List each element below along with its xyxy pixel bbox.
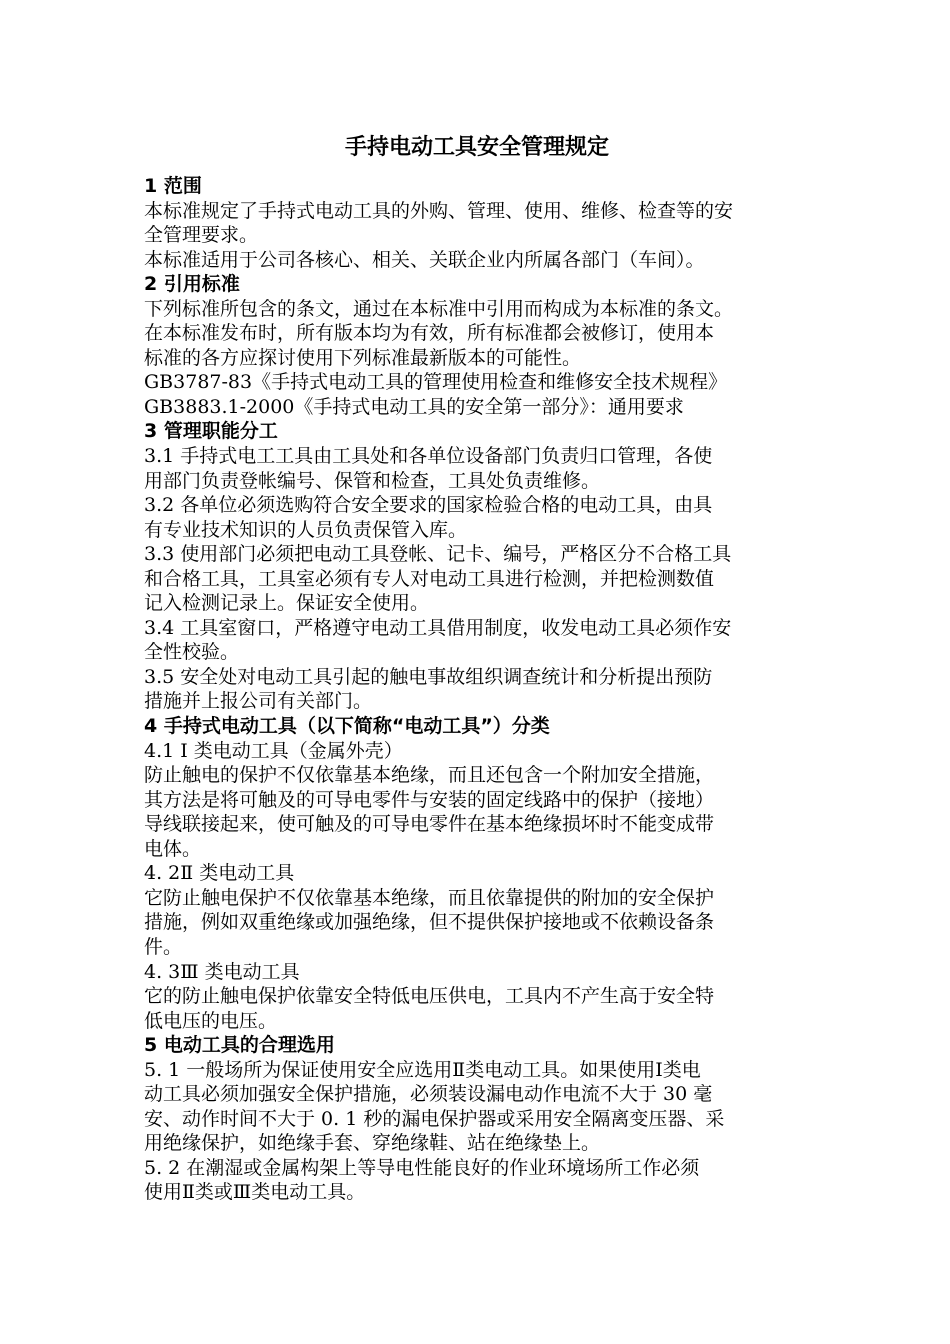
text-line: 在本标准发布时，所有版本均为有效，所有标准都会被修订，使用本 — [144, 322, 715, 345]
text-line: 3.2 各单位必须选购符合安全要求的国家检验合格的电动工具，由具 — [144, 494, 713, 517]
text-line: 用部门负责登帐编号、保管和检查，工具处负责维修。 — [144, 469, 601, 492]
text-line: GB3787-83《手持式电动工具的管理使用检查和维修安全技术规程》 — [144, 371, 728, 394]
text-line: 使用Ⅱ类或Ⅲ类电动工具。 — [144, 1181, 366, 1204]
text-line: 安、动作时间不大于 0. 1 秒的漏电保护器或采用安全隔离变压器、采 — [144, 1107, 725, 1130]
section-heading: 4 手持式电动工具（以下简称“电动工具”）分类 — [144, 715, 550, 738]
text-line: 3.5 安全处对电动工具引起的触电事故组织调查统计和分析提出预防 — [144, 665, 713, 688]
text-line: 电体。 — [144, 837, 202, 860]
text-line: 本标准适用于公司各核心、相关、关联企业内所属各部门（车间）。 — [144, 248, 705, 271]
text-line: 用绝缘保护，如绝缘手套、穿绝缘鞋、站在绝缘垫上。 — [144, 1132, 601, 1155]
text-line: 3.4 工具室窗口，严格遵守电动工具借用制度，收发电动工具必须作安 — [144, 616, 732, 639]
text-line: 5. 2 在潮湿或金属构架上等导电性能良好的作业环境场所工作必须 — [144, 1156, 700, 1179]
text-line: 4.1 Ⅰ 类电动工具（金属外壳） — [144, 739, 403, 762]
text-line: 措施并上报公司有关部门。 — [144, 690, 373, 713]
text-line: 其方法是将可触及的可导电零件与安装的固定线路中的保护（接地） — [144, 788, 715, 811]
text-line: 导线联接起来，使可触及的可导电零件在基本绝缘损坏时不能变成带 — [144, 813, 715, 836]
text-line: 有专业技术知识的人员负责保管入库。 — [144, 518, 468, 541]
text-line: 它的防止触电保护依靠安全特低电压供电，工具内不产生高于安全特 — [144, 985, 715, 1008]
text-line: 防止触电的保护不仅依靠基本绝缘，而且还包含一个附加安全措施， — [144, 764, 715, 787]
text-line: 3.3 使用部门必须把电动工具登帐、记卡、编号，严格区分不合格工具 — [144, 543, 732, 566]
text-line: 动工具必须加强安全保护措施，必须装设漏电动作电流不大于 30 毫 — [144, 1083, 713, 1106]
text-line: 措施，例如双重绝缘或加强绝缘，但不提供保护接地或不依赖设备条 — [144, 911, 715, 934]
text-line: 件。 — [144, 935, 183, 958]
section-heading: 1 范围 — [144, 175, 202, 197]
text-line: 5. 1 一般场所为保证使用安全应选用Ⅱ类电动工具。如果使用Ⅰ类电 — [144, 1058, 701, 1081]
text-line: 下列标准所包含的条文，通过在本标准中引用而构成为本标准的条文。 — [144, 297, 734, 320]
text-line: 本标准规定了手持式电动工具的外购、管理、使用、维修、检查等的安 — [144, 199, 734, 222]
text-line: 记入检测记录上。保证安全使用。 — [144, 592, 430, 615]
text-line: GB3883.1-2000《手持式电动工具的安全第一部分》：通用要求 — [144, 395, 684, 418]
section-heading: 5 电动工具的合理选用 — [144, 1034, 335, 1057]
section-heading: 2 引用标准 — [144, 273, 240, 296]
text-line: 标准的各方应探讨使用下列标准最新版本的可能性。 — [144, 346, 582, 369]
section-heading: 3 管理职能分工 — [144, 420, 278, 443]
text-line: 全管理要求。 — [144, 224, 259, 247]
document-page — [144, 130, 810, 1205]
text-line: 低电压的电压。 — [144, 1009, 278, 1032]
text-line: 3.1 手持式电工工具由工具处和各单位设备部门负责归口管理，各使 — [144, 445, 713, 468]
text-line: 全性校验。 — [144, 641, 240, 664]
text-line: 4. 2Ⅱ 类电动工具 — [144, 862, 295, 885]
text-line: 它防止触电保护不仅依靠基本绝缘，而且依靠提供的附加的安全保护 — [144, 886, 715, 909]
text-line: 4. 3Ⅲ 类电动工具 — [144, 960, 300, 983]
text-line: 和合格工具，工具室必须有专人对电动工具进行检测，并把检测数值 — [144, 567, 715, 590]
document-title: 手持电动工具安全管理规定 — [344, 135, 609, 160]
document-body — [144, 174, 810, 1205]
